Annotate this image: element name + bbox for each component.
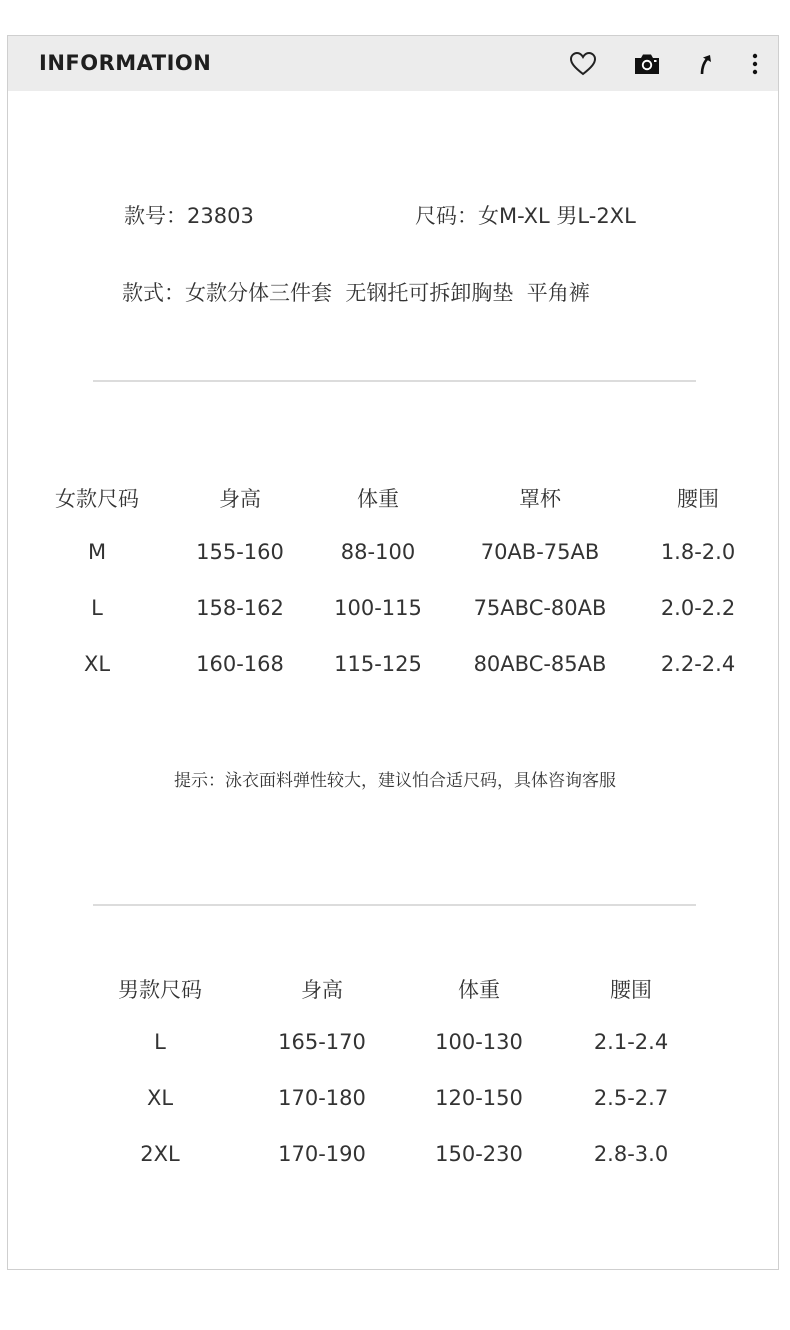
table-cell: 2.0-2.2 — [660, 596, 736, 620]
table-cell: 80ABC-85AB — [473, 652, 607, 676]
more-vertical-icon[interactable] — [740, 49, 770, 79]
table-cell: 158-162 — [196, 596, 284, 620]
table-cell: 115-125 — [334, 652, 422, 676]
table-cell: 2.2-2.4 — [660, 652, 736, 676]
page-title: INFORMATION — [39, 51, 212, 75]
table-cell: 2.1-2.4 — [593, 1030, 669, 1054]
table-cell: 75ABC-80AB — [473, 596, 607, 620]
table-cell: 70AB-75AB — [480, 540, 600, 564]
table-header: 身高 — [219, 487, 261, 511]
table-cell: 160-168 — [196, 652, 284, 676]
table-header: 男款尺码 — [118, 978, 202, 1002]
style-number: 款号：23803 — [124, 204, 254, 228]
table-cell: 155-160 — [196, 540, 284, 564]
table-header: 体重 — [357, 487, 399, 511]
divider-top — [93, 380, 696, 382]
share-arrow-icon[interactable] — [690, 49, 720, 79]
table-header: 腰围 — [610, 978, 652, 1002]
table-cell: 88-100 — [340, 540, 416, 564]
table-cell: L — [91, 596, 103, 620]
table-cell: 100-115 — [334, 596, 422, 620]
table-cell: 150-230 — [435, 1142, 523, 1166]
table-header: 体重 — [458, 978, 500, 1002]
table-cell: 2.5-2.7 — [593, 1086, 669, 1110]
table-cell: M — [87, 540, 107, 564]
table-cell: L — [154, 1030, 166, 1054]
table-cell: 120-150 — [435, 1086, 523, 1110]
divider-bottom — [93, 904, 696, 906]
camera-icon[interactable] — [632, 49, 662, 79]
size-range: 尺码：女M-XL 男L-2XL — [415, 204, 636, 228]
header-bar — [8, 36, 778, 91]
table-header: 罩杯 — [519, 487, 561, 511]
table-cell: 100-130 — [435, 1030, 523, 1054]
table-cell: 2.8-3.0 — [593, 1142, 669, 1166]
table-header: 身高 — [301, 978, 343, 1002]
table-cell: 165-170 — [278, 1030, 366, 1054]
heart-icon[interactable] — [568, 49, 598, 79]
table-header: 腰围 — [677, 487, 719, 511]
table-header: 女款尺码 — [55, 487, 139, 511]
table-cell: XL — [83, 652, 111, 676]
size-tip: 提示：泳衣面料弹性较大，建议怕合适尺码，具体咨询客服 — [174, 771, 616, 791]
table-cell: 1.8-2.0 — [660, 540, 736, 564]
table-cell: 170-190 — [278, 1142, 366, 1166]
table-cell: 2XL — [140, 1142, 180, 1166]
table-cell: XL — [146, 1086, 174, 1110]
table-cell: 170-180 — [278, 1086, 366, 1110]
style-description: 款式：女款分体三件套 无钢托可拆卸胸垫 平角裤 — [122, 281, 590, 305]
